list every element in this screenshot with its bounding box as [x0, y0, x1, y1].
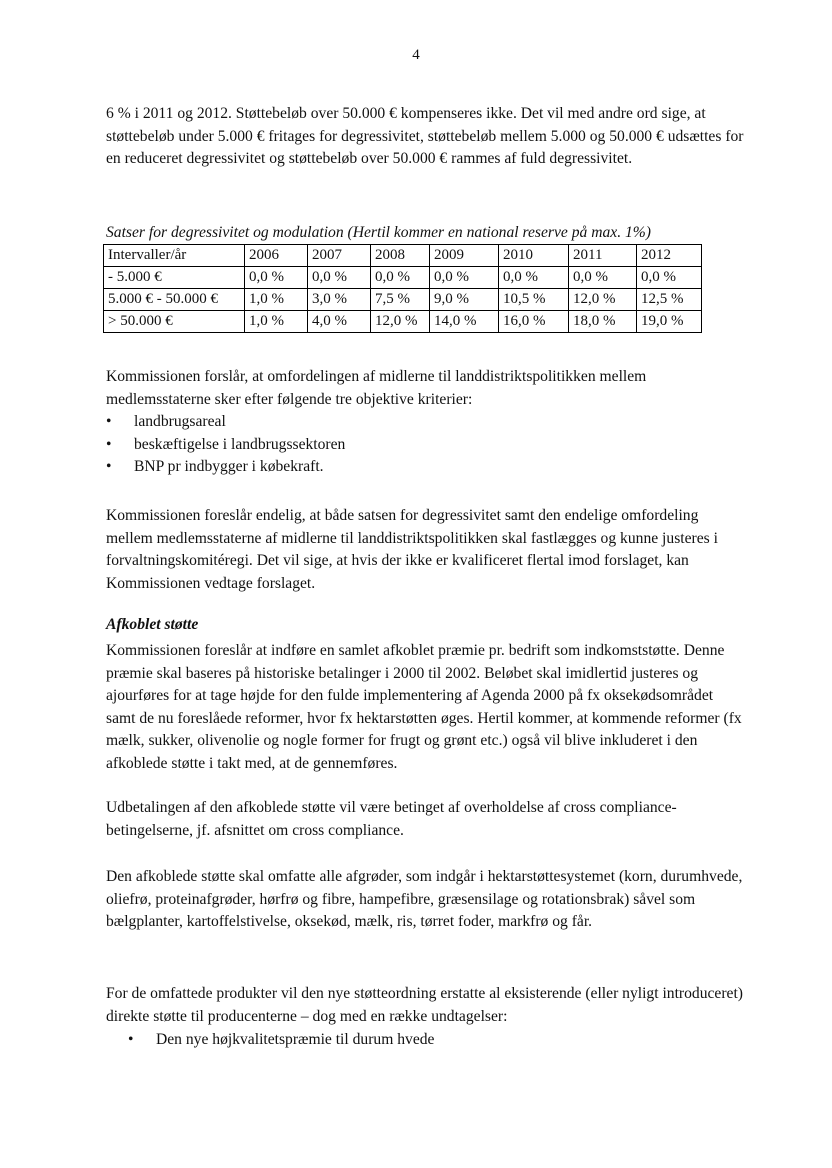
table-header-cell: 2010 [499, 245, 569, 267]
table-cell: 1,0 % [245, 289, 308, 311]
bullet-icon: • [106, 435, 112, 453]
table-cell: 14,0 % [430, 311, 499, 333]
list-item [106, 434, 746, 457]
table-row [104, 267, 702, 289]
table-header-cell: 2011 [569, 245, 637, 267]
table-cell: 10,5 % [499, 289, 569, 311]
table-cell: 5.000 € - 50.000 € [104, 289, 245, 311]
table-cell: 16,0 % [499, 311, 569, 333]
table-cell: 0,0 % [569, 267, 637, 289]
criteria-paragraph: Kommissionen forslår, at omfordelingen af midlerne til landdistriktspolitikken mellem medlemsstaterne sker efter følgende tre objektive kriterier: [106, 368, 647, 408]
table-cell: 12,0 % [371, 311, 430, 333]
table-cell: 18,0 % [569, 311, 637, 333]
table-cell: 7,5 % [371, 289, 430, 311]
table-cell: 9,0 % [430, 289, 499, 311]
table-header-row [104, 245, 702, 267]
bullet-icon: • [128, 1031, 134, 1048]
table-cell: 0,0 % [371, 267, 430, 289]
final-proposal-paragraph: Kommissionen foreslår endelig, at både satsen for degressivitet samt den endelige omfordeling mellem medlemsstaterne af midlerne til landdistriktspolitikken skal fastlægges og kunne justeres i forvaltningskomitéregi. Det vil sige, at hvis der ikke er kvalificeret flertal imod forslaget, kan Kommissionen vedtage forslaget. [106, 507, 718, 592]
list-item-text: Den nye højkvalitetspræmie til durum hvede [156, 1031, 435, 1048]
list-item-text: beskæftigelse i landbrugssektoren [134, 435, 346, 453]
table-header-cell: 2009 [430, 245, 499, 267]
table-cell: 0,0 % [308, 267, 371, 289]
page-number: 4 [412, 47, 420, 63]
section-paragraph-3: Den afkoblede støtte skal omfatte alle afgrøder, som indgår i hektarstøttesystemet (korn, durumhvede, oliefrø, proteinafgrøder, hørfrø og fibre, hampefibre, græsensilage og rotationsbrak) såvel som bælgplanter, kartoffelstivelse, oksekød, mælk, ris, tørret foder, markfrø og får. [106, 868, 743, 930]
list-item [128, 1029, 728, 1052]
table-cell: 0,0 % [499, 267, 569, 289]
exceptions-list [128, 1029, 728, 1052]
table-cell: 12,0 % [569, 289, 637, 311]
list-item [106, 456, 746, 479]
table-caption: Satser for degressivitet og modulation (Hertil kommer en national reserve på max. 1%) [106, 224, 651, 241]
table-cell: 12,5 % [637, 289, 702, 311]
section-paragraph-4: For de omfattede produkter vil den nye støtteordning erstatte al eksisterende (eller nyligt introduceret) direkte støtte til producenterne – dog med en række undtagelser: [106, 985, 743, 1025]
list-item [106, 411, 746, 434]
section-heading: Afkoblet støtte [106, 616, 199, 633]
list-item-text: BNP pr indbygger i købekraft. [134, 458, 324, 475]
table-cell: - 5.000 € [104, 267, 245, 289]
section-paragraph-2: Udbetalingen af den afkoblede støtte vil være betinget af overholdelse af cross compliance-betingelserne, jf. afsnittet om cross compliance. [106, 799, 677, 839]
table-header-cell: Intervaller/år [104, 245, 245, 267]
intro-paragraph: 6 % i 2011 og 2012. Støttebeløb over 50.000 € kompenseres ikke. Det vil med andre ord sige, at støttebeløb under 5.000 € fritages for degressivitet, støttebeløb mellem 5.000 og 50.000 € udsættes for en reduceret degressivitet og støttebeløb over 50.000 € rammes af fuld degressivitet. [106, 105, 744, 167]
criteria-list [106, 411, 746, 479]
table-header-cell: 2012 [637, 245, 702, 267]
table-cell: 0,0 % [637, 267, 702, 289]
table-row [104, 289, 702, 311]
table-cell: 0,0 % [245, 267, 308, 289]
table-header-cell: 2008 [371, 245, 430, 267]
table-cell: 3,0 % [308, 289, 371, 311]
degressivity-rates-table [103, 244, 702, 333]
table-header-cell: 2006 [245, 245, 308, 267]
bullet-icon: • [106, 458, 112, 475]
bullet-icon: • [106, 413, 112, 430]
list-item-text: landbrugsareal [134, 413, 226, 430]
table-cell: 0,0 % [430, 267, 499, 289]
table-cell: 1,0 % [245, 311, 308, 333]
table-row [104, 311, 702, 333]
table-header-cell: 2007 [308, 245, 371, 267]
table-cell: 4,0 % [308, 311, 371, 333]
table-cell: > 50.000 € [104, 311, 245, 333]
table-cell: 19,0 % [637, 311, 702, 333]
section-paragraph-1: Kommissionen foreslår at indføre en samlet afkoblet præmie pr. bedrift som indkomststøtte. Denne præmie skal baseres på historiske betalinger i 2000 til 2002. Beløbet skal imidlertid justeres og ajourføres for at tage højde for den fulde implementering af Agenda 2000 på fx oksekødsområdet samt de nu foreslåede reformer, hvor fx hektarstøtten øges. Hertil kommer, at kommende reformer (fx mælk, sukker, olivenolie og nogle former for frugt og grønt etc.) også vil blive inkluderet i den afkoblede støtte i takt med, at de gennemføres. [106, 642, 742, 772]
